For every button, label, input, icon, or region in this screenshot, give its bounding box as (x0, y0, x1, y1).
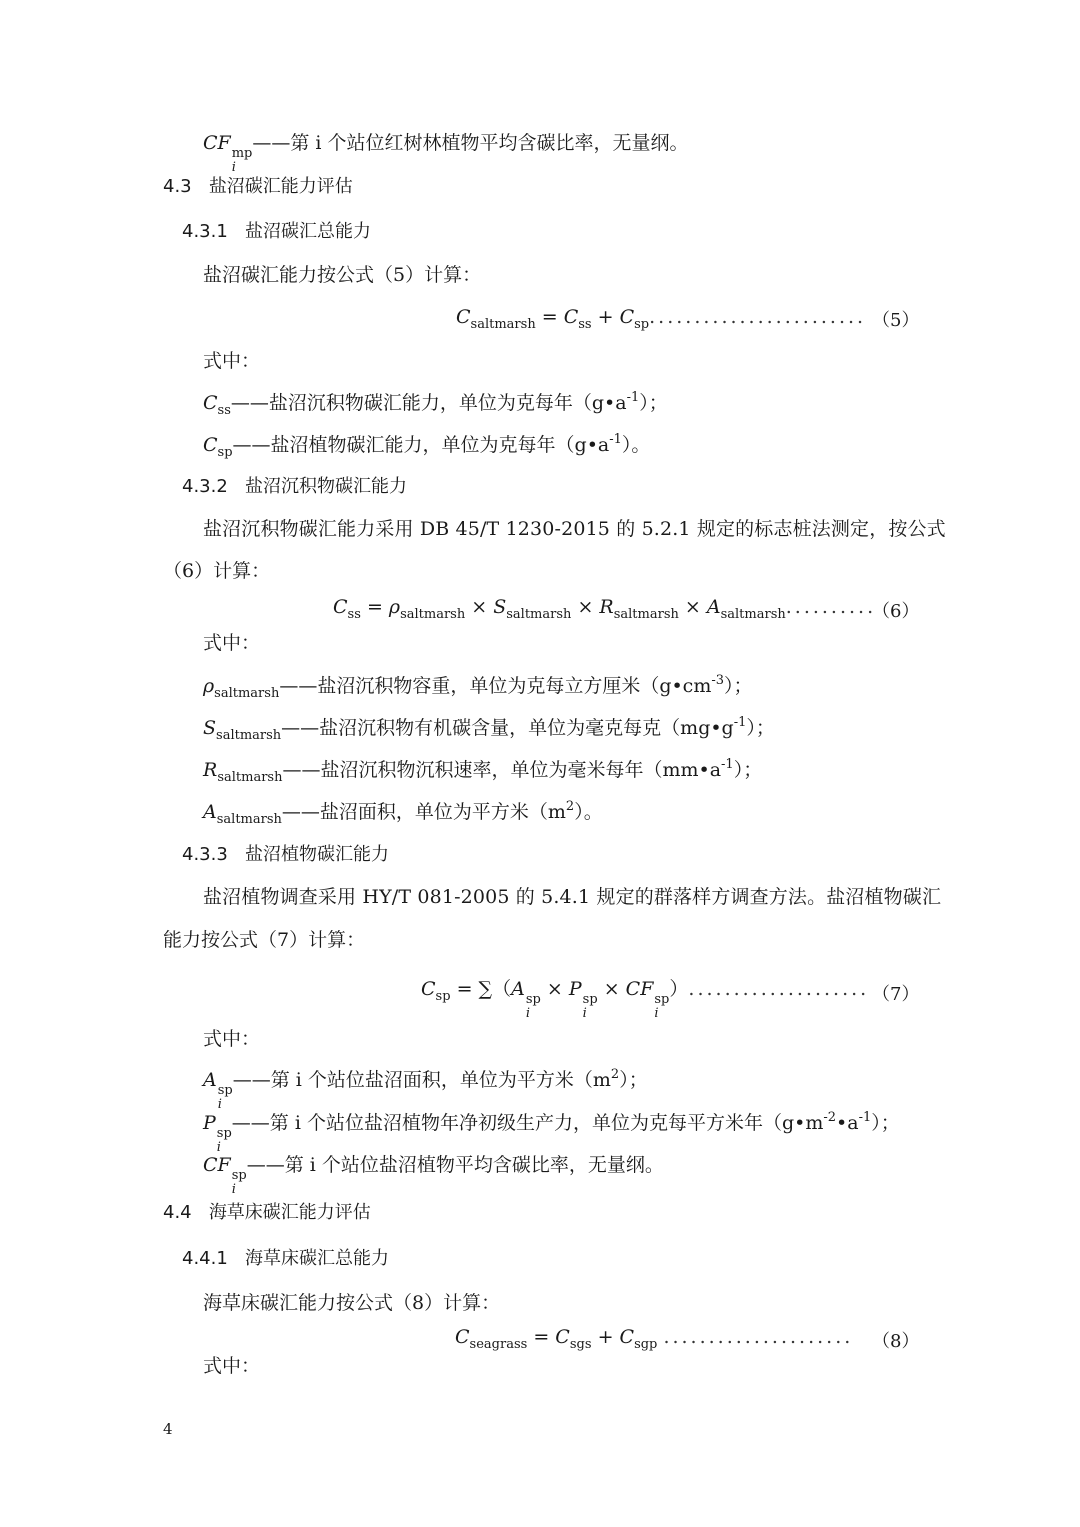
definition-csp: $C_{sp}——$盐沼植物碳汇能力，单位为克每年$(g•a^{-1})$。 (203, 432, 651, 460)
section-number: 4.3.3 (182, 844, 228, 865)
definition-pi: P sp i ——第 i 个站位盐沼植物年净初级生产力，单位为克每平方米年$(g•m^{-2}•a^{-1})$； (203, 1110, 900, 1155)
equation-7: $C_{sp} = \sum(A$ sp i × P sp i × CF sp i ）.................... (421, 978, 870, 1021)
equation-number: （8） (872, 1331, 920, 1352)
page-number: 4 (163, 1420, 173, 1438)
equation-8: $C_{seagrass} = C_{sgs} + C_{sgp}$ ..................... (455, 1326, 854, 1352)
definition-cf-mp: CF mp i ——第 i 个站位红树林植物平均含碳比率，无量纲。 (203, 132, 689, 175)
equation-number: （5） (872, 310, 920, 331)
paragraph-continued: （6）计算： (163, 560, 271, 582)
paragraph: 海草床碳汇能力按公式（8）计算： (203, 1292, 501, 1314)
section-number: 4.4.1 (182, 1248, 228, 1269)
section-heading-4-3-3 (182, 846, 389, 864)
section-title: 海草床碳汇能力评估 (208, 1202, 371, 1223)
where-label: 式中： (203, 1355, 261, 1377)
section-heading-4-4-1 (182, 1250, 389, 1268)
where-label: 式中： (203, 1028, 261, 1050)
paragraph: 盐沼沉积物碳汇能力采用 DB 45/T 1230-2015 的 5.2.1 规定的标志桩法测定，按公式 (203, 518, 946, 540)
section-title: 盐沼碳汇能力评估 (208, 176, 353, 197)
equation-number: （6） (872, 601, 920, 622)
section-heading-4-3-1 (182, 223, 371, 241)
paragraph: 盐沼植物调查采用 HY/T 081-2005 的 5.4.1 规定的群落样方调查方法。盐沼植物碳汇 (203, 886, 942, 908)
definition-rho: $\rho_{saltmarsh}——$盐沼沉积物容重，单位为克每立方厘米$(g•cm^{-3})$； (203, 673, 753, 701)
equation-6: $C_{ss} = \rho_{saltmarsh} \times S_{saltmarsh} \times R_{saltmarsh} \times A_{saltmarsh}$.......... (333, 596, 877, 622)
definition-cfi: CF sp i ——第 i 个站位盐沼植物平均含碳比率，无量纲。 (203, 1154, 664, 1197)
paragraph: 盐沼碳汇能力按公式（5）计算： (203, 264, 482, 286)
section-number: 4.3 (163, 176, 192, 197)
section-number: 4.3.1 (182, 221, 228, 242)
definition-r: $R_{saltmarsh}——$盐沼沉积物沉积速率，单位为毫米每年$(mm•a^{-1})$； (203, 757, 763, 785)
definition-a: $A_{saltmarsh}——$盐沼面积，单位为平方米$(m^2)$。 (203, 799, 603, 827)
paragraph-continued: 能力按公式（7）计算： (163, 929, 366, 951)
section-heading-4-3-2 (182, 478, 407, 496)
definition-s: $S_{saltmarsh}——$盐沼沉积物有机碳含量，单位为毫克每克$(mg•g^{-1})$； (203, 715, 775, 743)
section-heading-4-3 (163, 178, 353, 196)
section-number: 4.4 (163, 1202, 192, 1223)
equation-number: （7） (872, 984, 920, 1005)
definition-ai: A sp i ——第 i 个站位盐沼面积，单位为平方米$(m^2)$； (203, 1067, 648, 1112)
section-title: 盐沼碳汇总能力 (244, 221, 371, 242)
section-heading-4-4 (163, 1204, 371, 1222)
equation-5: $C_{saltmarsh} = C_{ss} + C_{sp}$........................ (456, 306, 867, 332)
section-title: 海草床碳汇总能力 (244, 1248, 389, 1269)
section-title: 盐沼沉积物碳汇能力 (244, 476, 407, 497)
definition-css: $C_{ss}——$盐沼沉积物碳汇能力，单位为克每年$(g•a^{-1})$； (203, 390, 668, 418)
where-label: 式中： (203, 350, 261, 372)
where-label: 式中： (203, 632, 261, 654)
section-title: 盐沼植物碳汇能力 (244, 844, 389, 865)
section-number: 4.3.2 (182, 476, 228, 497)
